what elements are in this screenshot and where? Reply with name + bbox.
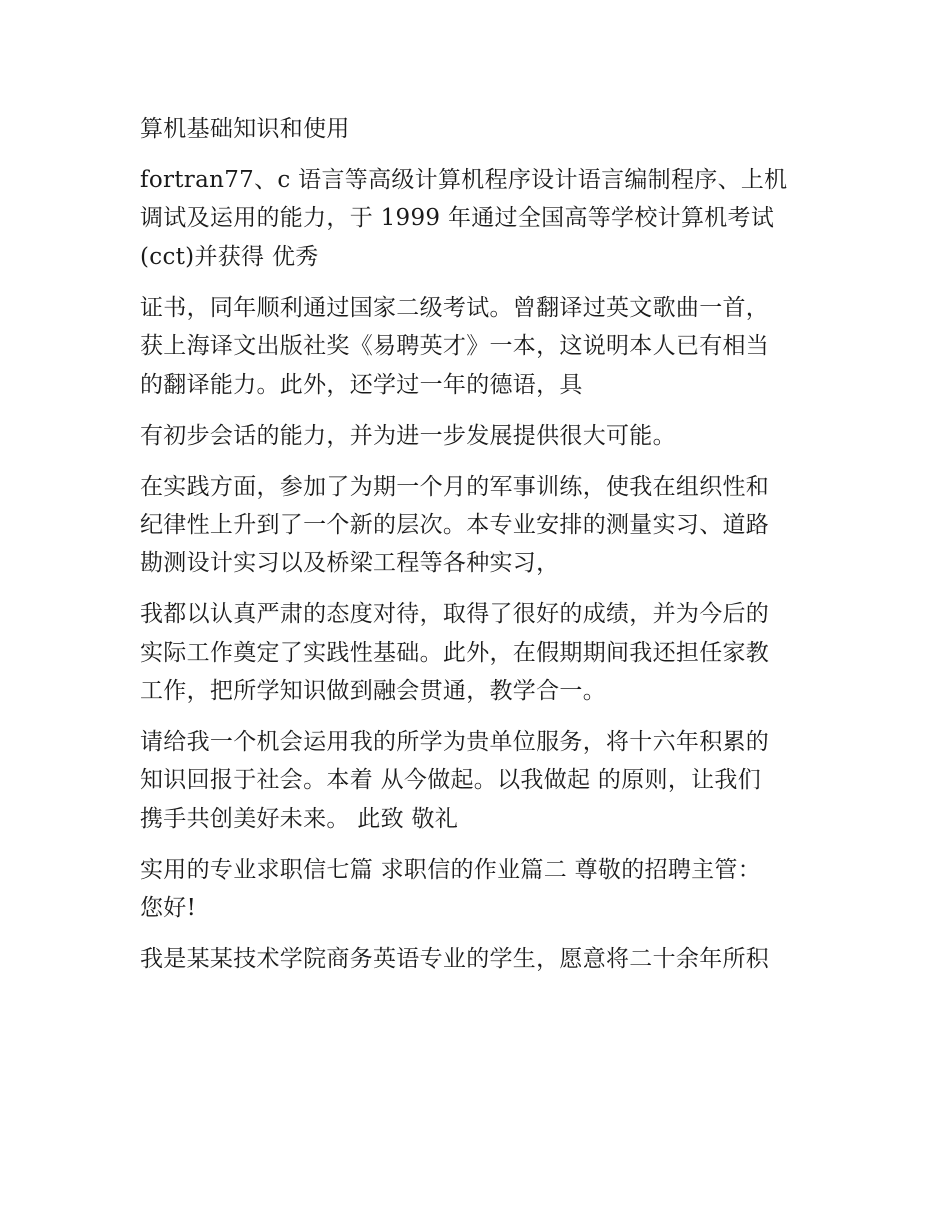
text-line: 的翻译能力。此外，还学过一年的德语，具 — [140, 371, 583, 398]
text-line: 在实践方面，参加了为期一个月的军事训练，使我在组织性和 — [140, 473, 770, 500]
text-line: 我都以认真严肃的态度对待，取得了很好的成绩，并为今后的 — [140, 601, 770, 628]
text-line: 纪律性上升到了一个新的层次。本专业安排的测量实习、道路 — [140, 511, 770, 538]
text-line: 勘测设计实习以及桥梁工程等各种实习， — [140, 550, 560, 577]
text-line: 有初步会话的能力，并为进一步发展提供很大可能。 — [140, 422, 676, 449]
text-line: 携手共创美好未来。 此致 敬礼 — [140, 805, 459, 832]
text-line: 请给我一个机会运用我的所学为贵单位服务，将十六年积累的 — [140, 729, 770, 756]
text-line: 知识回报于社会。本着 从今做起。以我做起 的原则，让我们 — [140, 767, 762, 794]
document-body — [140, 110, 820, 979]
text-line: 算机基础知识和使用 — [140, 116, 350, 142]
text-line: 获上海译文出版社奖《易聘英才》一本，这说明本人已有相当 — [140, 333, 770, 360]
text-line: (cct)并获得 优秀 — [140, 243, 319, 270]
text-line: 调试及运用的能力，于 1999 年通过全国高等学校计算机考试 — [140, 205, 775, 232]
text-line: 您好! — [140, 895, 197, 922]
text-line: 实用的专业求职信七篇 求职信的作业篇二 尊敬的招聘主管： — [140, 856, 762, 883]
text-line: fortran77、c 语言等高级计算机程序设计语言编制程序、上机 — [140, 166, 788, 193]
text-line: 工作，把所学知识做到融会贯通，教学合一。 — [140, 678, 606, 705]
text-line: 证书，同年顺利通过国家二级考试。曾翻译过英文歌曲一首， — [140, 294, 770, 321]
text-line: 我是某某技术学院商务英语专业的学生，愿意将二十余年所积 — [140, 946, 770, 973]
text-line: 实际工作奠定了实践性基础。此外，在假期期间我还担任家教 — [140, 639, 770, 666]
